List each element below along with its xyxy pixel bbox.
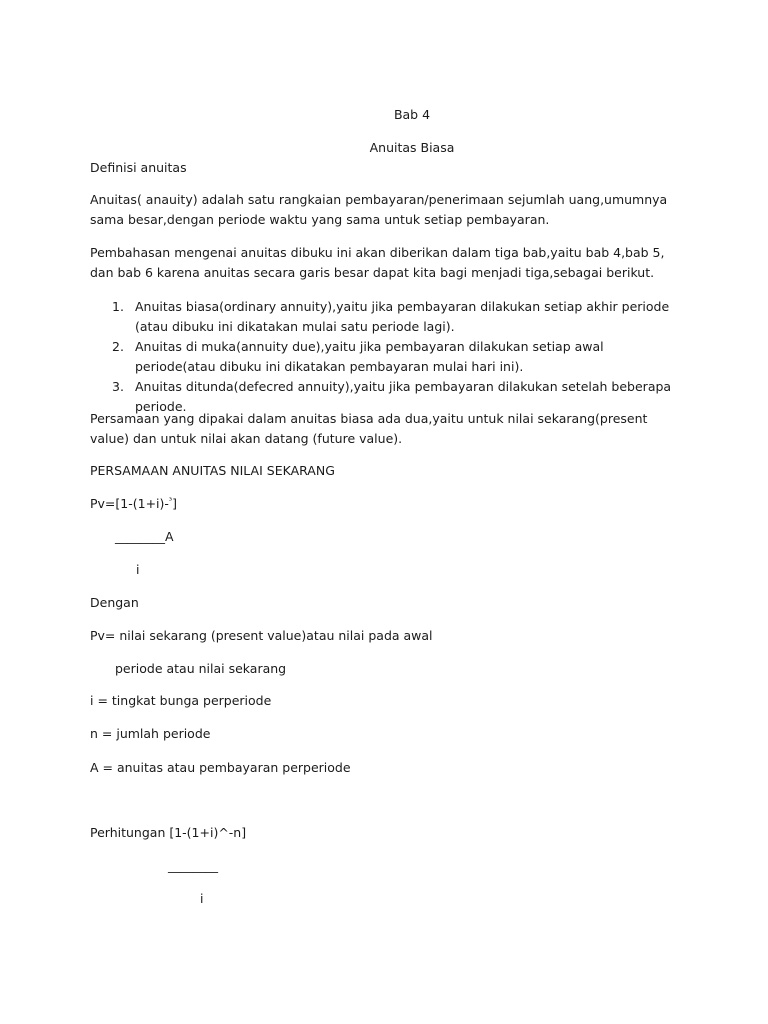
calculation-formula: Perhitungan [1-(1+i)^-n] xyxy=(90,825,247,840)
definition-pv: Pv= nilai sekarang (present value)atau nilai pada awal xyxy=(90,628,433,643)
annuity-types-list xyxy=(90,297,680,417)
list-number: 1. xyxy=(112,299,124,314)
chapter-label: Bab 4 xyxy=(393,106,431,122)
formula-fraction-line: ________A xyxy=(115,529,174,544)
definition-a: A = anuitas atau pembayaran perperiode xyxy=(90,760,351,775)
definition-n: n = jumlah periode xyxy=(90,726,211,741)
dengan-label: Dengan xyxy=(90,595,139,610)
list-text: Anuitas di muka(annuity due),yaitu jika pembayaran dilakukan setiap awal periode(atau dibuku ini dikatakan pembayaran mulai hari ini). xyxy=(135,339,604,374)
definition-pv-continued: periode atau nilai sekarang xyxy=(115,661,287,676)
list-item xyxy=(90,297,680,337)
calculation-fraction-line: ________ xyxy=(168,858,218,873)
list-text: Anuitas ditunda(defecred annuity),yaitu jika pembayaran dilakukan setelah beberapa periode. xyxy=(135,379,672,414)
definition-paragraph: Anuitas( anauity) adalah satu rangkaian pembayaran/penerimaan sejumlah uang,umumnya sama besar,dengan periode waktu yang sama untuk setiap pembayaran. xyxy=(90,192,668,227)
calculation-denominator: i xyxy=(200,891,204,906)
formula-exponent: ³ xyxy=(168,496,173,505)
formula-denominator: i xyxy=(136,562,140,577)
intro-paragraph: Pembahasan mengenai anuitas dibuku ini akan diberikan dalam tiga bab,yaitu bab 4,bab 5, dan bab 6 karena anuitas secara garis besar dapat kita bagi menjadi tiga,sebagai berikut. xyxy=(90,245,665,280)
list-item xyxy=(90,337,680,377)
section-heading: PERSAMAAN ANUITAS NILAI SEKARANG xyxy=(90,463,335,478)
list-text: Anuitas biasa(ordinary annuity),yaitu jika pembayaran dilakukan setiap akhir periode (atau dibuku ini dikatakan mulai satu periode lagi). xyxy=(135,299,670,334)
list-number: 2. xyxy=(112,339,124,354)
present-value-formula: Pv=[1-(1+i)-$^{^3}$] xyxy=(90,496,178,511)
definition-i: i = tingkat bunga perperiode xyxy=(90,693,272,708)
document-title: Anuitas Biasa xyxy=(369,139,455,155)
definition-heading: Definisi anuitas xyxy=(90,160,187,175)
list-number: 3. xyxy=(112,379,124,394)
equations-paragraph: Persamaan yang dipakai dalam anuitas biasa ada dua,yaitu untuk nilai sekarang(present value) dan untuk nilai akan datang (future value). xyxy=(90,411,648,446)
